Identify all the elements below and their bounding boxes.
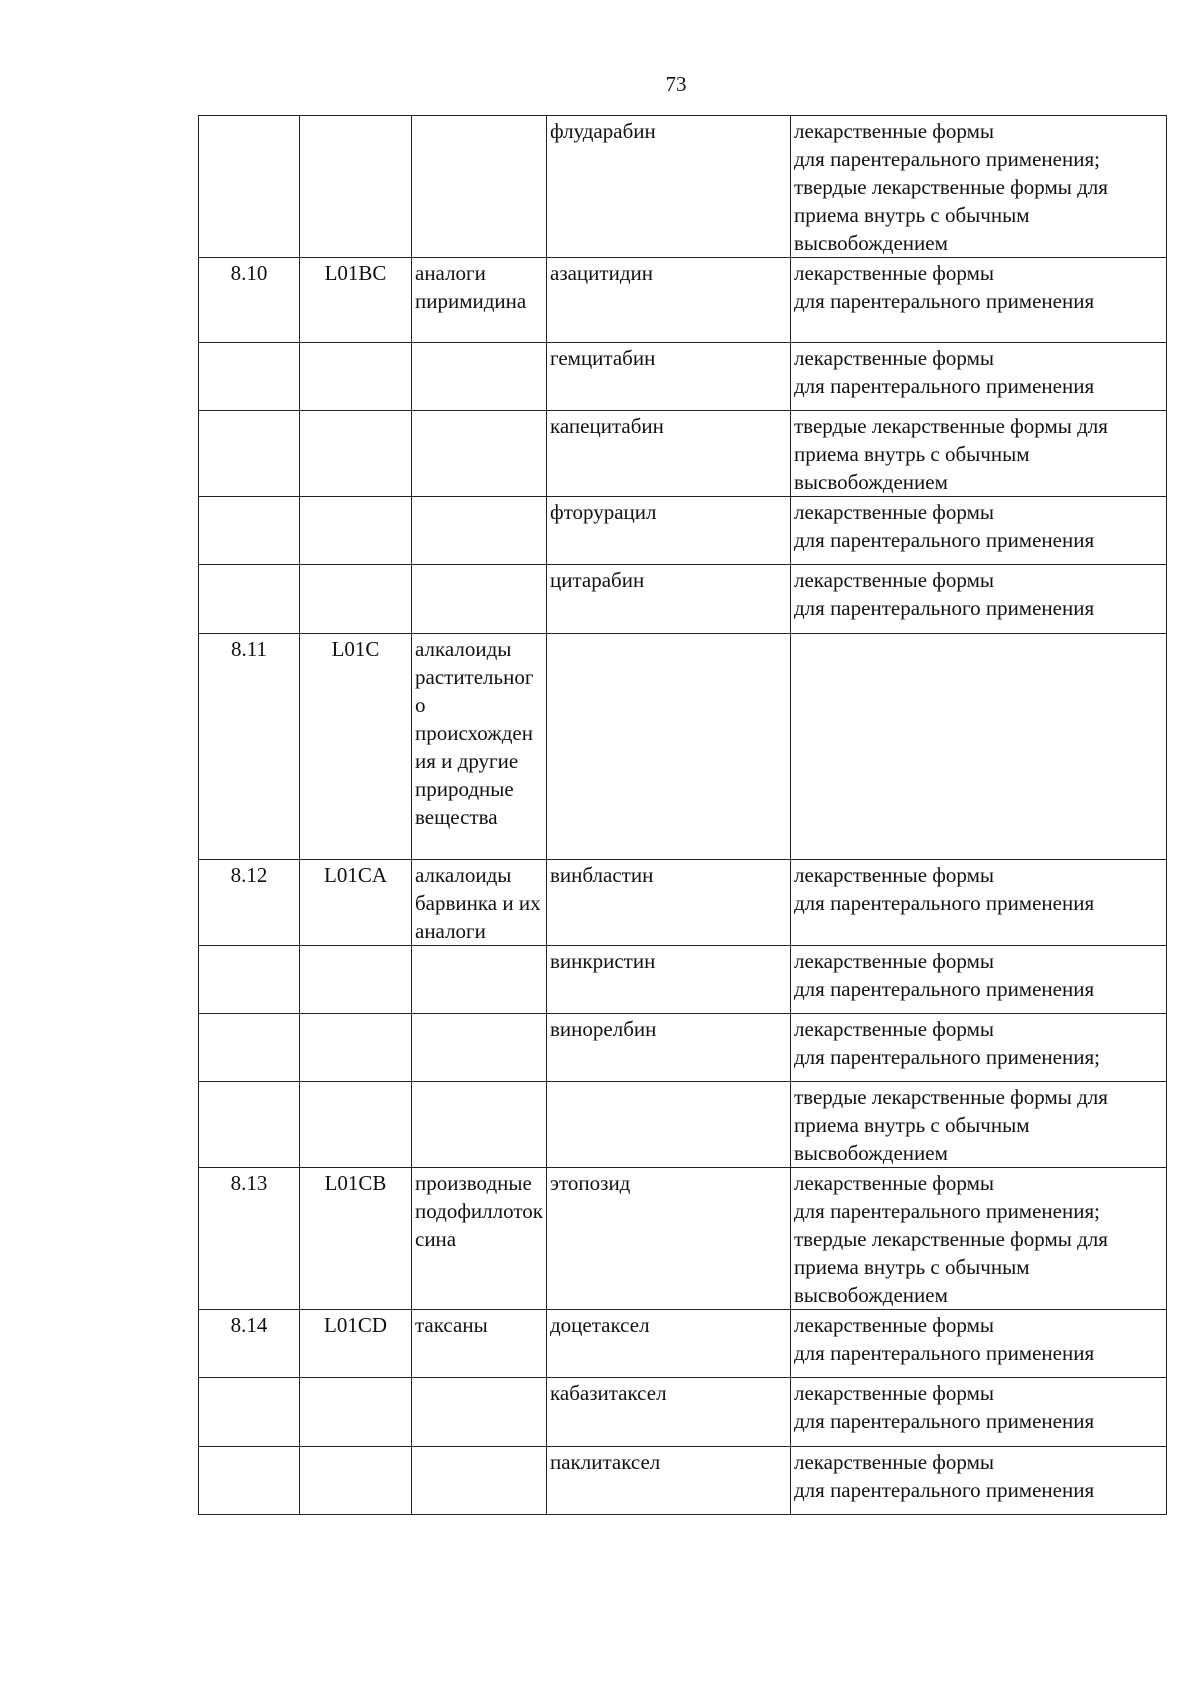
drug-group-cell: аналоги пиримидина	[412, 258, 547, 343]
drug-name-cell: азацитидин	[547, 258, 791, 343]
dosage-form-line: лекарственные формы	[794, 1381, 994, 1405]
row-number-cell	[199, 565, 300, 634]
dosage-form-line: лекарственные формы	[794, 568, 994, 592]
drug-group-cell	[412, 1447, 547, 1515]
table-row	[199, 1310, 1167, 1378]
dosage-form-line: лекарственные формы	[794, 346, 994, 370]
dosage-form-line: лекарственные формы	[794, 1450, 994, 1474]
dosage-form-line: лекарственные формы	[794, 949, 994, 973]
dosage-form-line: для парентерального применения;	[794, 1045, 1100, 1069]
dosage-form-line: для парентерального применения	[794, 1341, 1095, 1365]
row-number-cell	[199, 497, 300, 565]
drug-name-cell: флударабин	[547, 116, 791, 258]
atc-code-cell	[300, 1082, 412, 1168]
atc-code-cell: L01CD	[300, 1310, 412, 1378]
row-number-cell	[199, 1082, 300, 1168]
dosage-form-line: твердые лекарственные формы для	[794, 1227, 1108, 1251]
dosage-form-line: для парентерального применения	[794, 1478, 1095, 1502]
atc-code-cell	[300, 1014, 412, 1082]
atc-code-cell: L01C	[300, 634, 412, 860]
row-number-cell	[199, 946, 300, 1014]
row-number-cell: 8.10	[199, 258, 300, 343]
drug-group-cell	[412, 1378, 547, 1447]
drug-group-cell	[412, 411, 547, 497]
dosage-form-line: приема внутрь с обычным	[794, 203, 1030, 227]
drug-name-cell: паклитаксел	[547, 1447, 791, 1515]
table-body	[199, 116, 1167, 1515]
dosage-forms-cell	[791, 634, 1167, 860]
drug-group-cell	[412, 565, 547, 634]
drug-group-cell: таксаны	[412, 1310, 547, 1378]
row-number-cell	[199, 1378, 300, 1447]
drug-name-cell	[547, 1082, 791, 1168]
dosage-form-line: твердые лекарственные формы для	[794, 1085, 1108, 1109]
dosage-form-line: для парентерального применения	[794, 596, 1095, 620]
drug-name-cell: винбластин	[547, 860, 791, 946]
table-row	[199, 343, 1167, 411]
dosage-forms-cell	[791, 258, 1167, 343]
table-row	[199, 860, 1167, 946]
drug-group-cell: алкалоиды барвинка и их аналоги	[412, 860, 547, 946]
dosage-form-line: лекарственные формы	[794, 1017, 994, 1041]
atc-code-cell	[300, 411, 412, 497]
table-row	[199, 1082, 1167, 1168]
atc-code-cell: L01BC	[300, 258, 412, 343]
table-row	[199, 258, 1167, 343]
dosage-form-line: для парентерального применения	[794, 289, 1095, 313]
dosage-forms-cell	[791, 343, 1167, 411]
dosage-form-line: для парентерального применения;	[794, 1199, 1100, 1223]
atc-code-cell: L01CA	[300, 860, 412, 946]
dosage-forms-cell	[791, 1447, 1167, 1515]
drug-name-cell: капецитабин	[547, 411, 791, 497]
dosage-form-line: лекарственные формы	[794, 863, 994, 887]
atc-code-cell	[300, 565, 412, 634]
dosage-forms-cell	[791, 1168, 1167, 1310]
drug-group-cell	[412, 116, 547, 258]
dosage-forms-cell	[791, 116, 1167, 258]
dosage-form-line: высвобождением	[794, 1283, 948, 1307]
dosage-forms-cell	[791, 565, 1167, 634]
drug-name-cell: винорелбин	[547, 1014, 791, 1082]
dosage-form-line: для парентерального применения	[794, 374, 1095, 398]
dosage-forms-cell	[791, 860, 1167, 946]
drug-name-cell: винкристин	[547, 946, 791, 1014]
table-row	[199, 411, 1167, 497]
drug-group-cell	[412, 497, 547, 565]
dosage-form-line: высвобождением	[794, 1141, 948, 1165]
drug-name-cell: этопозид	[547, 1168, 791, 1310]
atc-code-cell: L01CB	[300, 1168, 412, 1310]
dosage-form-line: приема внутрь с обычным	[794, 1113, 1030, 1137]
dosage-forms-cell	[791, 497, 1167, 565]
dosage-form-line: твердые лекарственные формы для	[794, 175, 1108, 199]
dosage-form-line: твердые лекарственные формы для	[794, 414, 1108, 438]
atc-code-cell	[300, 497, 412, 565]
table-row	[199, 116, 1167, 258]
drug-name-cell: гемцитабин	[547, 343, 791, 411]
drug-group-cell: алкалоиды растительного происхождения и другие природные вещества	[412, 634, 547, 860]
drug-group-cell	[412, 946, 547, 1014]
drug-group-cell	[412, 1014, 547, 1082]
drug-name-cell: доцетаксел	[547, 1310, 791, 1378]
dosage-form-line: для парентерального применения	[794, 891, 1095, 915]
row-number-cell	[199, 1014, 300, 1082]
dosage-form-line: высвобождением	[794, 231, 948, 255]
table-row	[199, 1014, 1167, 1082]
dosage-forms-cell	[791, 1082, 1167, 1168]
dosage-forms-cell	[791, 411, 1167, 497]
dosage-form-line: приема внутрь с обычным	[794, 442, 1030, 466]
row-number-cell	[199, 343, 300, 411]
dosage-form-line: лекарственные формы	[794, 500, 994, 524]
dosage-form-line: для парентерального применения;	[794, 147, 1100, 171]
atc-code-cell	[300, 946, 412, 1014]
table-row	[199, 1447, 1167, 1515]
table-row	[199, 1168, 1167, 1310]
dosage-form-line: для парентерального применения	[794, 1409, 1095, 1433]
row-number-cell: 8.11	[199, 634, 300, 860]
atc-code-cell	[300, 1378, 412, 1447]
drug-name-cell: фторурацил	[547, 497, 791, 565]
table-row	[199, 497, 1167, 565]
dosage-form-line: высвобождением	[794, 470, 948, 494]
drug-list-table	[198, 115, 1167, 1515]
row-number-cell: 8.13	[199, 1168, 300, 1310]
dosage-forms-cell	[791, 1014, 1167, 1082]
dosage-form-line: лекарственные формы	[794, 119, 994, 143]
dosage-form-line: для парентерального применения	[794, 977, 1095, 1001]
table-row	[199, 565, 1167, 634]
drug-group-cell: производные подофиллотоксина	[412, 1168, 547, 1310]
row-number-cell	[199, 116, 300, 258]
dosage-forms-cell	[791, 1378, 1167, 1447]
dosage-form-line: для парентерального применения	[794, 528, 1095, 552]
table-row	[199, 1378, 1167, 1447]
dosage-forms-cell	[791, 1310, 1167, 1378]
row-number-cell	[199, 1447, 300, 1515]
atc-code-cell	[300, 116, 412, 258]
drug-name-cell: кабазитаксел	[547, 1378, 791, 1447]
dosage-form-line: приема внутрь с обычным	[794, 1255, 1030, 1279]
row-number-cell: 8.14	[199, 1310, 300, 1378]
drug-group-cell	[412, 343, 547, 411]
drug-name-cell: цитарабин	[547, 565, 791, 634]
row-number-cell	[199, 411, 300, 497]
dosage-forms-cell	[791, 946, 1167, 1014]
dosage-form-line: лекарственные формы	[794, 1171, 994, 1195]
drug-name-cell	[547, 634, 791, 860]
drug-group-cell	[412, 1082, 547, 1168]
dosage-form-line: лекарственные формы	[794, 261, 994, 285]
table-row	[199, 946, 1167, 1014]
table-row	[199, 634, 1167, 860]
atc-code-cell	[300, 343, 412, 411]
atc-code-cell	[300, 1447, 412, 1515]
page-number: 73	[665, 72, 687, 96]
dosage-form-line: лекарственные формы	[794, 1313, 994, 1337]
row-number-cell: 8.12	[199, 860, 300, 946]
